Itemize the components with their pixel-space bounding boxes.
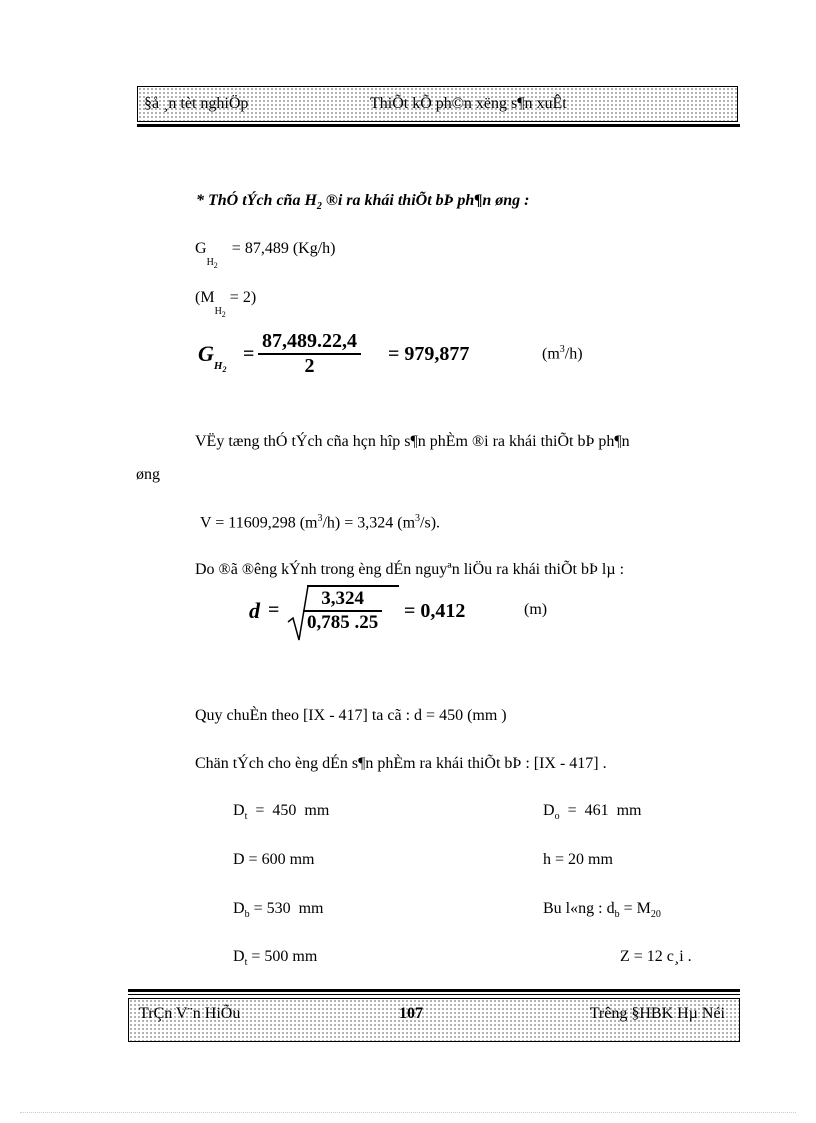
g-h2-value: $G_{H_2} = 87,489$ (Kg/h) <box>195 240 336 270</box>
page-number: 107 <box>399 1005 423 1022</box>
page-header <box>137 86 738 122</box>
page-footer <box>128 998 740 1042</box>
eq2-lhs: d <box>249 598 260 623</box>
eq1-unit: $(m^3/h)$ <box>542 344 583 363</box>
spec-dt-outer: $D_t = 500$ mm <box>233 948 318 969</box>
eq1-result: = 979,877 <box>388 343 470 365</box>
spec-z: Z = 12 c¸i . <box>620 948 692 965</box>
eq2-unit: (m) <box>524 601 548 618</box>
spec-dt-inner: $D_t = 450$ mm <box>233 802 330 823</box>
eq2-numerator: 3,324 <box>321 588 364 609</box>
paragraph-standard: Quy chuÈn theo [IX - 417] ta cã : d = 450 (mm ) <box>195 707 507 724</box>
footer-rule-thin <box>128 994 740 995</box>
paragraph-total-volume-line2: øng <box>136 466 160 483</box>
header-thesis-label: §å ¸n tèt nghiÖp <box>144 95 249 112</box>
eq1-fraction <box>258 330 361 378</box>
spec-db: $D_b = 530$ mm <box>233 900 324 921</box>
footer-author: TrÇn V¨n HiÕu <box>139 1005 241 1022</box>
eq1-denominator: 2 <box>304 354 315 377</box>
page-bottom-border <box>20 1112 796 1114</box>
eq1-equals: = <box>243 343 255 365</box>
volume-value: V = 11609,298 $(m^3/h) = 3,324$ $(m^3/s)$. <box>200 513 441 532</box>
header-title: ThiÕt kÕ ph©n xëng s¶n xuÊt <box>370 95 567 112</box>
m-h2-value: $(M_{H_2} = 2)$ <box>195 289 257 319</box>
section-heading: * ThÓ tÝch cña $H_2$ ®i ra khái thiÕt bÞ ph¶n øng : <box>196 192 530 213</box>
paragraph-total-volume-line1: VËy tæng thÓ tÝch cña hçn hîp s¶n phÈm ®i ra khái thiÕt bÞ ph¶n <box>195 433 630 450</box>
header-rule <box>137 124 740 127</box>
footer-university: Trêng §HBK Hµ Néi <box>589 1005 725 1022</box>
spec-h: h = 20 mm <box>543 851 613 868</box>
paragraph-diameter: Do ®ã ®êng kÝnh trong èng dÉn nguyªn liÖu ra khái thiÕt bÞ lµ : <box>195 561 625 578</box>
sqrt-overline <box>307 585 399 587</box>
spec-d: D = 600 mm <box>233 851 315 868</box>
eq2-equals: = <box>268 599 280 621</box>
eq1-lhs: $G_{H_2}$ <box>198 341 227 375</box>
spec-bolt: Bu l«ng : $d_b = M_{20}$ <box>543 900 661 921</box>
spec-do: $D_o = 461$ mm <box>543 802 642 823</box>
eq2-fraction <box>303 588 382 634</box>
paragraph-selection: Chän tÝch cho èng dÉn s¶n phÈm ra khái thiÕt bÞ : [IX - 417] . <box>195 755 607 772</box>
footer-rule-thick <box>128 989 740 992</box>
eq1-numerator: 87,489.22,4 <box>262 330 357 352</box>
eq2-result: = 0,412 <box>404 600 466 622</box>
eq2-denominator: 0,785 .25 <box>307 611 379 633</box>
